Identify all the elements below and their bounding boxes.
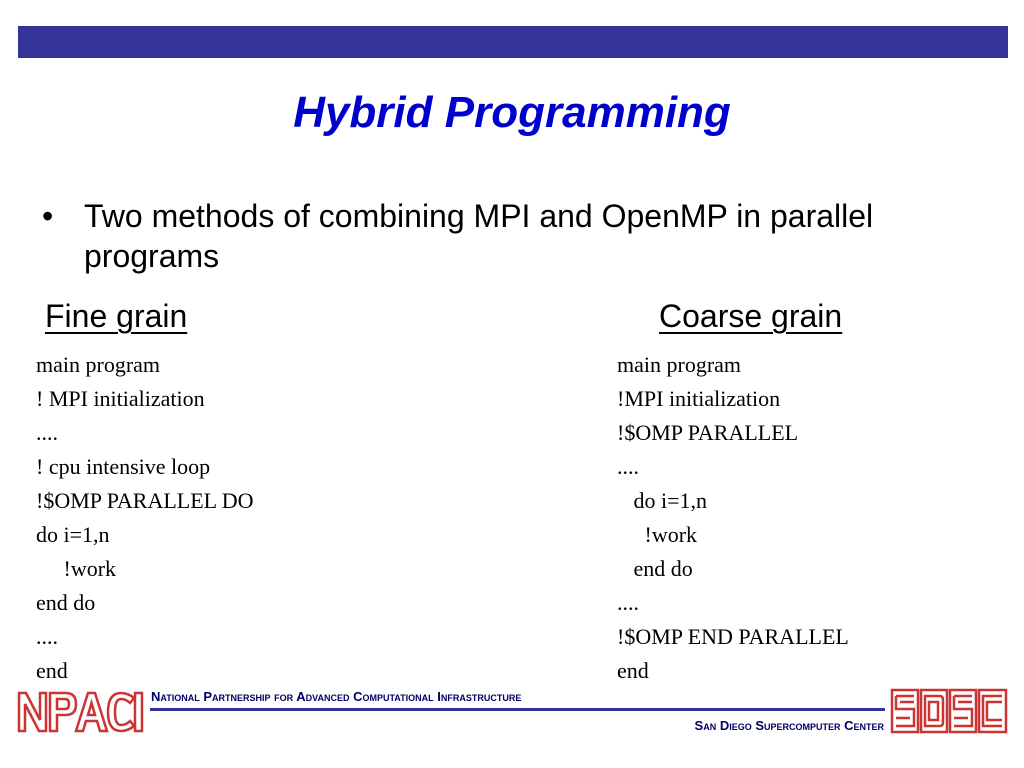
code-line: do i=1,n: [36, 522, 110, 547]
footer-organization: National Partnership for Advanced Computational Infrastructure: [151, 689, 522, 704]
coarse-grain-heading: Coarse grain: [659, 298, 843, 334]
code-line: end: [36, 658, 68, 683]
code-line: ! MPI initialization: [36, 386, 205, 411]
bullet-item: [42, 196, 982, 276]
fine-grain-heading: Fine grain: [45, 298, 188, 334]
code-line: !$OMP PARALLEL DO: [36, 488, 254, 513]
coarse-grain-code: [617, 348, 849, 688]
code-line: end: [617, 658, 649, 683]
code-line: !MPI initialization: [617, 386, 781, 411]
code-line: main program: [36, 352, 161, 377]
bullet-marker: •: [42, 198, 54, 234]
code-line: !work: [36, 556, 117, 581]
footer-center-name: San Diego Supercomputer Center: [694, 718, 884, 733]
npaci-logo: [16, 688, 146, 734]
fine-grain-code: [36, 348, 254, 688]
code-line: ....: [617, 590, 639, 615]
code-line: end do: [617, 556, 693, 581]
code-line: end do: [36, 590, 96, 615]
bullet-text: Two methods of combining MPI and OpenMP in parallel programs: [84, 198, 874, 274]
code-line: ....: [36, 624, 58, 649]
footer-divider: [150, 708, 885, 711]
code-line: ....: [617, 454, 639, 479]
code-line: !work: [617, 522, 698, 547]
code-line: !$OMP PARALLEL: [617, 420, 799, 445]
code-line: ! cpu intensive loop: [36, 454, 211, 479]
header-bar: [18, 26, 1008, 58]
code-line: ....: [36, 420, 58, 445]
code-line: do i=1,n: [617, 488, 708, 513]
slide-title: Hybrid Programming: [293, 88, 731, 137]
code-line: !$OMP END PARALLEL: [617, 624, 849, 649]
code-line: main program: [617, 352, 742, 377]
sdsc-logo: [890, 688, 1008, 734]
